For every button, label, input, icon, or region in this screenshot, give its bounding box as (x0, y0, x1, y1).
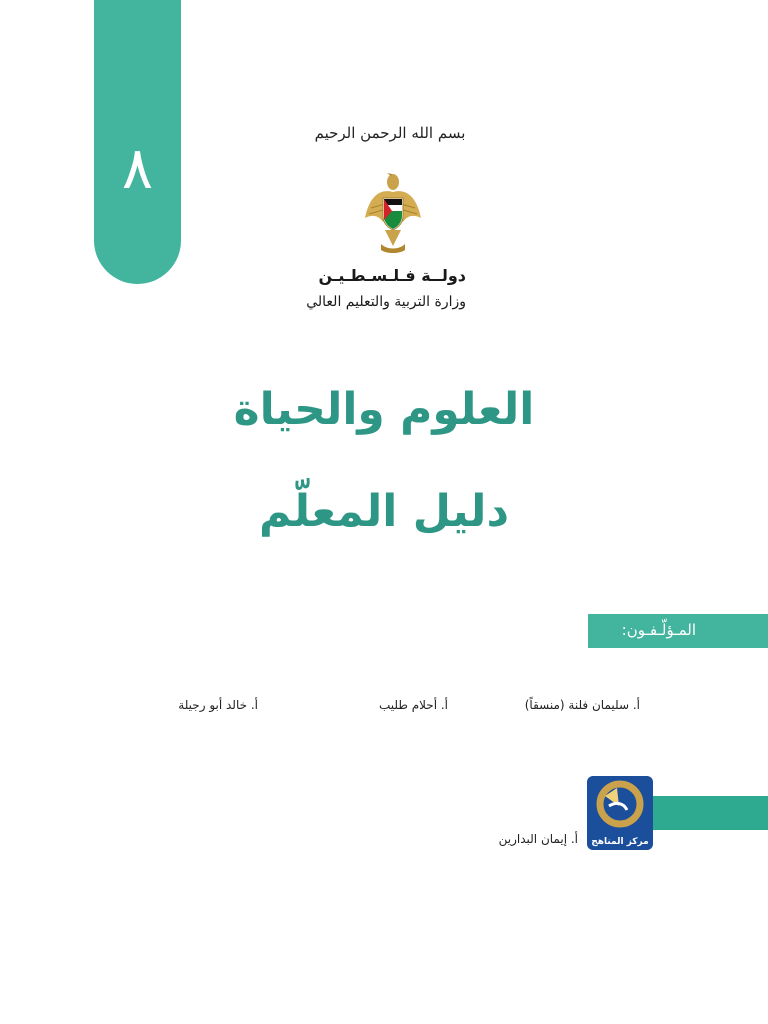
publisher-logo-text: مركز المناهج (591, 837, 649, 847)
palestinian-eagle-emblem-icon (361, 170, 425, 260)
book-title: العلوم والحياة (233, 384, 535, 435)
authors-label: المـؤلّـفـون: (621, 621, 696, 639)
state-name: دولــة فـلـسـطـيـن (318, 266, 466, 285)
ministry-name: وزارة التربية والتعليم العالي (306, 294, 466, 310)
author-name: أ. سليمان فلنة (منسقاً) (524, 698, 640, 712)
book-subtitle: دليل المعلّم (258, 486, 510, 537)
author-name: أ. أحلام طليب (378, 698, 448, 712)
accent-bar (653, 796, 768, 830)
author-name: أ. خالد أبو رجيلة (178, 698, 258, 712)
author-name: أ. إيمان البدارين (498, 832, 578, 846)
basmala: بسم الله الرحمن الرحيم (314, 124, 466, 142)
curriculum-center-logo-icon (587, 776, 653, 850)
curriculum-center-emblem-icon (587, 776, 653, 832)
grade-tab (94, 0, 181, 284)
grade-number: ٨ (121, 134, 154, 202)
authors-bar (588, 614, 768, 648)
